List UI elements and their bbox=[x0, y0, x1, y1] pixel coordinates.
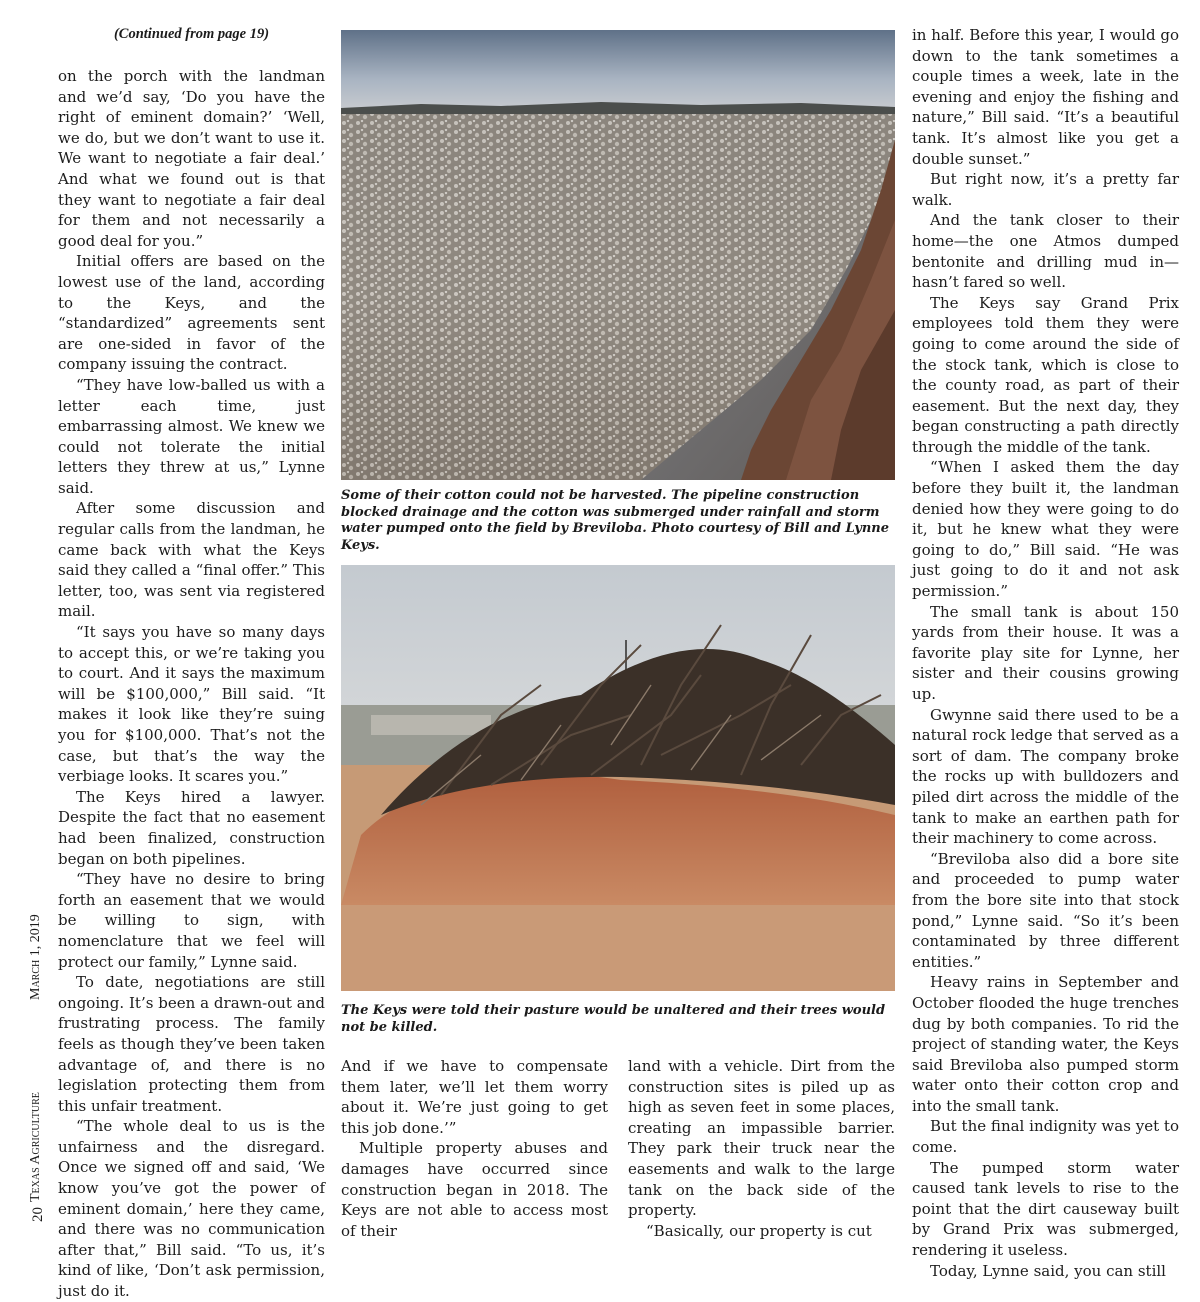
paragraph: And the tank closer to their home—the one Atmos dumped bentonite and drilling mud in—hasn’t fared so well. bbox=[912, 211, 1179, 292]
issue-date-label: March 1, 2019 bbox=[28, 914, 43, 1000]
article-column-2 bbox=[341, 1056, 608, 1241]
paragraph: “It says you have so many days to accept this, or we’re taking you to court. And it says the maximum will be $100,000,” Bill said. “It makes it look like they’re suing you for $100,000. That’s not the case, but that’s the way the verbiage looks. It scares you.” bbox=[58, 623, 325, 786]
paragraph: Gwynne said there used to be a natural rock ledge that served as a sort of dam. The company broke the rocks up with bulldozers and piled dirt across the middle of the tank to make an earthen path for their machinery to come across. bbox=[912, 705, 1179, 848]
continued-from-label: (Continued from page 19) bbox=[113, 26, 270, 42]
paragraph: land with a vehicle. Dirt from the construction sites is piled up as high as seven feet in some places, creating an impassible barrier. They park their truck near the easements and walk to the large tank on the back side of the property. bbox=[628, 1057, 895, 1220]
publication-label: Texas Agriculture bbox=[28, 1092, 43, 1202]
paragraph: Initial offers are based on the lowest use of the land, according to the Keys, and the “standardized” agreements sent are one-sided in favor of the company issuing the contract. bbox=[58, 252, 325, 374]
photo-caption: The Keys were told their pasture would be unaltered and their trees would not be killed. bbox=[341, 1003, 886, 1035]
paragraph: in half. Before this year, I would go down to the tank sometimes a couple times a week, late in the evening and enjoy the fishing and nature,” Bill said. “It’s a beautiful tank. It’s almost like you get a double sunset.” bbox=[912, 26, 1179, 168]
paragraph: The Keys hired a lawyer. Despite the fact that no easement had been finalized, construction began on both pipelines. bbox=[58, 787, 325, 868]
paragraph: The small tank is about 150 yards from their house. It was a favorite play site for Lynne, her sister and their cousins growing up. bbox=[912, 602, 1179, 703]
paragraph: The Keys say Grand Prix employees told them they were going to come around the side of the stock tank, which is close to the county road, as part of their easement. But the next day, they began constructing a path directly through the middle of the tank. bbox=[912, 293, 1179, 456]
paragraph: But right now, it’s a pretty far walk. bbox=[912, 170, 1179, 209]
paragraph: The pumped storm water caused tank levels to rise to the point that the dirt causeway built by Grand Prix was submerged, rendering it useless. bbox=[912, 1158, 1179, 1260]
paragraph: To date, negotiations are still ongoing. It’s been a drawn-out and frustrating process. The family feels as though they’ve been taken advantage of, and there is no legislation protecting them from this unfair treatment. bbox=[58, 973, 325, 1115]
brush-pile-photo bbox=[341, 565, 895, 991]
paragraph: “They have no desire to bring forth an easement that we would be willing to sign, with nomenclature that we feel will protect our family,” Lynne said. bbox=[58, 870, 325, 971]
paragraph: Multiple property abuses and damages have occurred since construction began in 2018. The Keys are not able to access most of their bbox=[341, 1139, 608, 1240]
cotton-field-photo bbox=[341, 30, 895, 480]
paragraph: “They have low-balled us with a letter each time, just embarrassing almost. We knew we could not tolerate the initial letters they threw at us,” Lynne said. bbox=[58, 375, 325, 497]
paragraph: Today, Lynne said, you can still bbox=[930, 1261, 1166, 1280]
paragraph: But the final indignity was yet to come. bbox=[912, 1117, 1179, 1157]
paragraph: “When I asked them the day before they built it, the landman denied how they were going to do it, but he knew what they were going to do,” Bill said. “He was just going to do it and not ask permission.” bbox=[912, 458, 1179, 601]
paragraph: “Breviloba also did a bore site and proceeded to pump water from the bore site into that stock pond,” Lynne said. “So it’s been contaminated by three different entities.” bbox=[912, 849, 1179, 971]
paragraph: on the porch with the landman and we’d say, ‘Do you have the right of eminent domain?’ ‘Well, we do, but we don’t want to use it. We want to negotiate a fair deal.’ And what we found out is that they want to negotiate a fair deal for them and not necessarily a good deal for you.” bbox=[58, 67, 325, 250]
paragraph: “Basically, our property is cut bbox=[646, 1221, 872, 1240]
paragraph: Heavy rains in September and October flooded the huge trenches dug by both companies. To rid the project of standing water, the Keys said Breviloba also pumped storm water onto their cotton crop and into the small tank. bbox=[912, 973, 1179, 1115]
photo-caption: Some of their cotton could not be harvested. The pipeline construction blocked drainage and the cotton was submerged under rainfall and storm water pumped onto the field by Breviloba. Photo courtesy of Bill and Lynne Keys. bbox=[341, 488, 890, 553]
paragraph: And if we have to compensate them later, we’ll let them worry about it. We’re just going to get this job done.’” bbox=[341, 1057, 608, 1137]
paragraph: “The whole deal to us is the unfairness and the disregard. Once we signed off and said, ‘We know you’ve got the power of eminent domain,’ here they came, and there was no communication after that,” Bill said. “To us, it’s kind of like, ‘Don’t ask permission, just do it. bbox=[58, 1117, 325, 1301]
page-number: 20 bbox=[30, 1207, 46, 1222]
paragraph: After some discussion and regular calls from the landman, he came back with what the Keys said they called a “final offer.” This letter, too, was sent via registered mail. bbox=[58, 499, 325, 621]
article-column-1 bbox=[58, 66, 325, 1302]
article-column-4 bbox=[912, 25, 1179, 1281]
article-column-3 bbox=[628, 1056, 895, 1241]
